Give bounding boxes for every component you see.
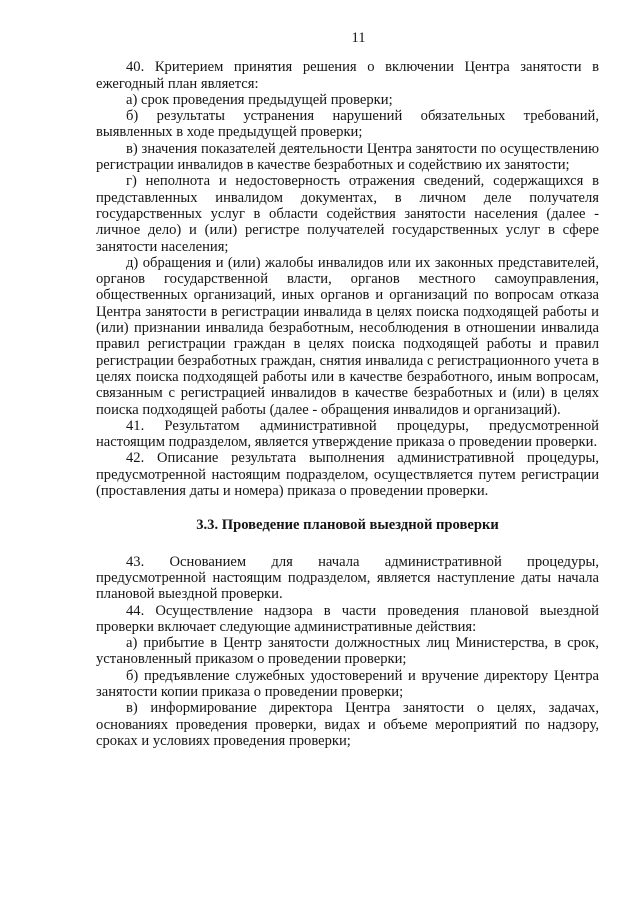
paragraph-42: 42. Описание результата выполнения административной процедуры, предусмотренной настоящим подразделом, осуществляется путем регистрации (проставления даты и номера) приказа о проведении проверки. (96, 450, 599, 500)
document-page (96, 30, 599, 749)
list-item-v: в) значения показателей деятельности Центра занятости по осуществлению регистрации инвалидов в качестве безработных и содействию их занятости; (96, 140, 599, 174)
paragraph-40: 40. Критерием принятия решения о включении Центра занятости в ежегодный план является: (96, 59, 599, 92)
list-item-b-2: б) предъявление служебных удостоверений и вручение директору Центра занятости копии приказа о проведении проверки; (96, 667, 599, 700)
list-item-a-2: а) прибытие в Центр занятости должностных лиц Министерства, в срок, установленный приказом о проведении проверки; (96, 635, 599, 668)
paragraph-44: 44. Осуществление надзора в части проведения плановой выездной проверки включает следующие административные действия: (96, 602, 599, 635)
list-item-g: г) неполнота и недостоверность отражения сведений, содержащихся в представленных инвалидом документах, в личном деле получателя государственных услуг в области содействия занятости населения (далее - личное дело) и (или) регистре получателей государственных услуг в сфере занятости населения; (96, 173, 599, 255)
page-number: 11 (351, 30, 366, 46)
paragraph-43: 43. Основанием для начала административной процедуры, предусмотренной настоящим подразделом, является наступление даты начала плановой выездной проверки. (96, 553, 599, 603)
paragraph-41: 41. Результатом административной процедуры, предусмотренной настоящим подразделом, является утверждение приказа о проведении проверки. (96, 417, 599, 451)
list-item-d: д) обращения и (или) жалобы инвалидов или их законных представителей, органов государственной власти, органов местного самоуправления, общественных организаций, иных органов и организаций по вопросам отказа Центра занятости в регистрации инвалида в целях поиска подходящей работы и (или) признании инвалида безработным, несоблюдения в отношении инвалида правил регистрации граждан в целях поиска подходящей работы и правил регистрации безработных граждан, снятия инвалида с регистрационного учета в целях поиска подходящей работы или в качестве безработного, иным вопросам, связанным с регистрацией инвалидов в качестве безработных и (или) в целях поиска подходящей работы (далее - обращения инвалидов и организаций). (96, 254, 599, 418)
list-item-b: б) результаты устранения нарушений обязательных требований, выявленных в ходе предыдущей проверки; (96, 108, 599, 141)
list-item-a: а) срок проведения предыдущей проверки; (126, 91, 393, 108)
section-heading: 3.3. Проведение плановой выездной проверки (196, 517, 499, 534)
list-item-v-2: в) информирование директора Центра занятости о целях, задачах, основаниях проведения проверки, видах и объеме мероприятий по надзору, сроках и условиях проведения проверки; (96, 700, 599, 749)
